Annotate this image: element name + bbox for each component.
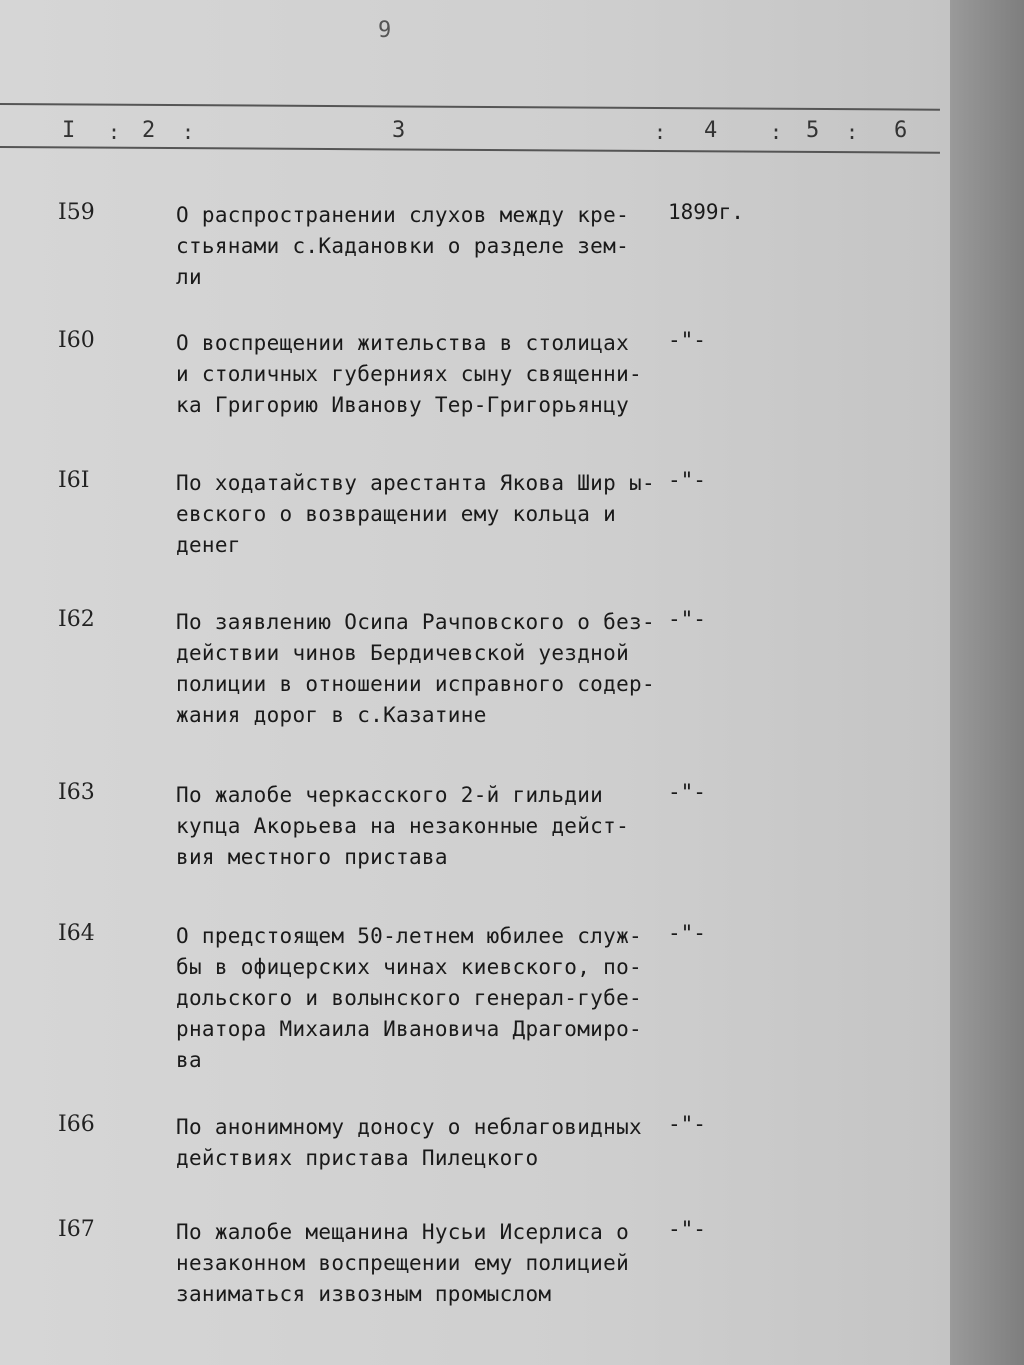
record-number: I59	[58, 200, 95, 225]
record-title: О предстоящем 50-летнем юбилее служ- бы в офицерских чинах киевского, по- дольского и волынского генерал-губе- рнатора Михаила Ивановича Драгомиро- ва	[176, 924, 642, 1072]
column-separator: :	[846, 120, 859, 144]
record-number: I66	[58, 1112, 95, 1137]
column-header-1: I	[62, 118, 76, 143]
record-title: По ходатайству арестанта Якова Шир ы- евского о возвращении ему кольца и денег	[176, 471, 655, 557]
record-date: -"-	[668, 1112, 706, 1136]
column-separator: :	[770, 120, 783, 144]
record-number: I63	[58, 780, 95, 805]
header-top-rule	[0, 103, 940, 111]
record-number: I64	[58, 921, 95, 946]
record-title: О распространении слухов между кре- стьянами с.Кадановки о разделе зем- ли	[176, 203, 630, 289]
column-separator: :	[182, 120, 195, 144]
record-date: -"-	[668, 468, 706, 492]
record-number: I67	[58, 1217, 95, 1242]
column-header-4: 4	[704, 118, 718, 143]
page-edge-shadow	[950, 0, 1024, 1365]
record-title: По заявлению Осипа Рачповского о без- действии чинов Бердичевской уездной полиции в отношении исправного содер- жания дорог в с.Казатине	[176, 610, 655, 727]
record-date: -"-	[668, 328, 706, 352]
record-number: I6I	[58, 468, 90, 493]
column-separator: :	[654, 120, 667, 144]
record-date: -"-	[668, 1217, 706, 1241]
record-title: По анонимному доносу о неблаговидных действиях пристава Пилецкого	[176, 1115, 642, 1170]
record-title: По жалобе мещанина Нусьи Исерлиса о незаконном воспрещении ему полицией заниматься извозным промыслом	[176, 1220, 630, 1306]
column-header-3: 3	[392, 118, 406, 143]
header-bottom-rule	[0, 146, 940, 154]
column-separator: :	[108, 120, 121, 144]
page-number: 9	[378, 18, 394, 43]
record-title: О воспрещении жительства в столицах и столичных губерниях сыну священни- ка Григорию Иванову Тер-Григорьянцу	[176, 331, 642, 417]
record-date: -"-	[668, 921, 706, 945]
record-number: I60	[58, 328, 95, 353]
column-header-6: 6	[894, 118, 908, 143]
record-date: -"-	[668, 780, 706, 804]
record-date: -"-	[668, 607, 706, 631]
record-title: По жалобе черкасского 2-й гильдии купца Акорьева на незаконные дейст- вия местного пристава	[176, 783, 630, 869]
column-header-5: 5	[806, 118, 820, 143]
record-number: I62	[58, 607, 95, 632]
record-date: 1899г.	[668, 200, 744, 224]
column-header-2: 2	[142, 118, 156, 143]
